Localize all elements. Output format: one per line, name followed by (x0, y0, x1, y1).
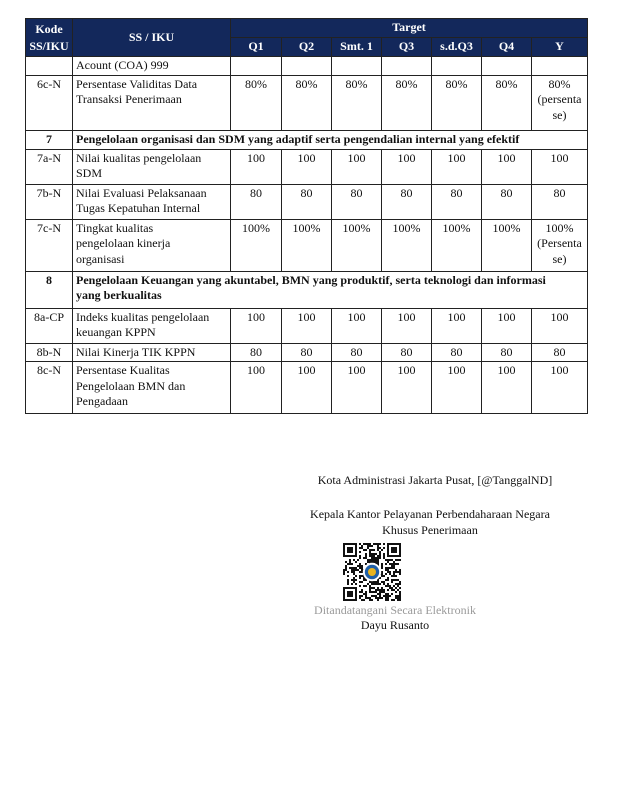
table-row (26, 57, 588, 76)
section-title: Pengelolaan organisasi dan SDM yang adaptif serta pengendalian internal yang efektif (73, 130, 588, 149)
target-value: 100 (382, 362, 432, 414)
table-row (26, 343, 588, 362)
target-value: 80 (231, 343, 282, 362)
row-code: 8a-CP (26, 308, 73, 343)
target-value: 100 (382, 308, 432, 343)
target-value: 100 (282, 308, 332, 343)
target-value: 80% (432, 75, 482, 130)
target-value: 80% (482, 75, 532, 130)
target-value (382, 57, 432, 76)
header-period: Q3 (382, 38, 432, 57)
indicator-name: Nilai kualitas pengelolaan SDM (73, 149, 231, 184)
table-row (26, 308, 588, 343)
target-value (532, 57, 588, 76)
qr-code-icon (343, 543, 401, 601)
target-value (482, 57, 532, 76)
row-code (26, 57, 73, 76)
row-code: 7 (26, 130, 73, 149)
section-title: Pengelolaan Keuangan yang akuntabel, BMN yang produktif, serta teknologi dan informasi yang berkualitas (73, 271, 588, 308)
indicator-name: Acount (COA) 999 (73, 57, 231, 76)
header-period: Q1 (231, 38, 282, 57)
target-value (231, 57, 282, 76)
target-value: 100 (382, 149, 432, 184)
indicator-name: Nilai Evaluasi Pelaksanaan Tugas Kepatuhan Internal (73, 184, 231, 219)
indicator-name: Nilai Kinerja TIK KPPN (73, 343, 231, 362)
target-value: 100% (Persenta se) (532, 219, 588, 271)
target-value: 100% (382, 219, 432, 271)
target-value: 80 (231, 184, 282, 219)
indicator-name: Indeks kualitas pengelolaan keuangan KPPN (73, 308, 231, 343)
table-row (26, 184, 588, 219)
target-value: 100 (482, 362, 532, 414)
target-value: 80 (532, 343, 588, 362)
target-value: 100 (231, 308, 282, 343)
target-value: 80 (282, 184, 332, 219)
table-row (26, 75, 588, 130)
target-value: 100 (432, 308, 482, 343)
target-value: 100% (332, 219, 382, 271)
section-row (26, 271, 588, 308)
target-value: 100 (482, 308, 532, 343)
target-value: 80 (532, 184, 588, 219)
target-value: 100% (432, 219, 482, 271)
target-value: 100 (532, 308, 588, 343)
signature-position-line1: Kepala Kantor Pelayanan Perbendaharaan Negara (310, 507, 550, 521)
table-row (26, 362, 588, 414)
header-period: s.d.Q3 (432, 38, 482, 57)
section-row (26, 130, 588, 149)
row-code: 7c-N (26, 219, 73, 271)
target-value: 100 (482, 149, 532, 184)
target-value: 100 (332, 149, 382, 184)
e-sign-note: Ditandatangani Secara Elektronik (314, 603, 476, 617)
target-value: 100% (282, 219, 332, 271)
header-code: Kode SS/IKU (26, 19, 73, 57)
indicator-name: Tingkat kualitas pengelolaan kinerja organisasi (73, 219, 231, 271)
target-value: 100 (532, 362, 588, 414)
target-value: 80% (282, 75, 332, 130)
target-value: 80 (482, 343, 532, 362)
target-value (432, 57, 482, 76)
indicator-name: Persentase Kualitas Pengelolaan BMN dan Pengadaan (73, 362, 231, 414)
header-period: Smt. 1 (332, 38, 382, 57)
target-value: 80 (482, 184, 532, 219)
target-value: 100 (332, 362, 382, 414)
table-row (26, 149, 588, 184)
target-value: 100 (432, 362, 482, 414)
target-value (332, 57, 382, 76)
target-value: 100 (282, 362, 332, 414)
row-code: 7a-N (26, 149, 73, 184)
signer-name: Dayu Rusanto (360, 618, 430, 632)
target-value: 80 (332, 343, 382, 362)
row-code: 7b-N (26, 184, 73, 219)
target-value: 80% (382, 75, 432, 130)
target-value: 100 (332, 308, 382, 343)
row-code: 8b-N (26, 343, 73, 362)
target-value: 100 (532, 149, 588, 184)
target-value: 100% (231, 219, 282, 271)
target-value: 100% (482, 219, 532, 271)
target-value: 100 (282, 149, 332, 184)
target-value: 80 (282, 343, 332, 362)
header-period: Y (532, 38, 588, 57)
target-value: 80 (332, 184, 382, 219)
target-value: 100 (432, 149, 482, 184)
header-period: Q4 (482, 38, 532, 57)
header-target: Target (231, 19, 588, 38)
row-code: 6c-N (26, 75, 73, 130)
target-value: 80 (382, 184, 432, 219)
target-value: 80% (persenta se) (532, 75, 588, 130)
row-code: 8c-N (26, 362, 73, 414)
target-value: 100 (231, 149, 282, 184)
signature-place-date: Kota Administrasi Jakarta Pusat, [@TanggalND] (317, 473, 553, 487)
header-period: Q2 (282, 38, 332, 57)
target-value: 80 (432, 343, 482, 362)
target-value: 80% (332, 75, 382, 130)
table-row (26, 219, 588, 271)
row-code: 8 (26, 271, 73, 308)
signature-position-line2: Khusus Penerimaan (382, 523, 478, 537)
target-table (25, 18, 588, 414)
header-ss-iku: SS / IKU (73, 19, 231, 57)
target-value: 100 (231, 362, 282, 414)
target-value (282, 57, 332, 76)
target-value: 80 (432, 184, 482, 219)
indicator-name: Persentase Validitas Data Transaksi Penerimaan (73, 75, 231, 130)
target-value: 80% (231, 75, 282, 130)
target-value: 80 (382, 343, 432, 362)
